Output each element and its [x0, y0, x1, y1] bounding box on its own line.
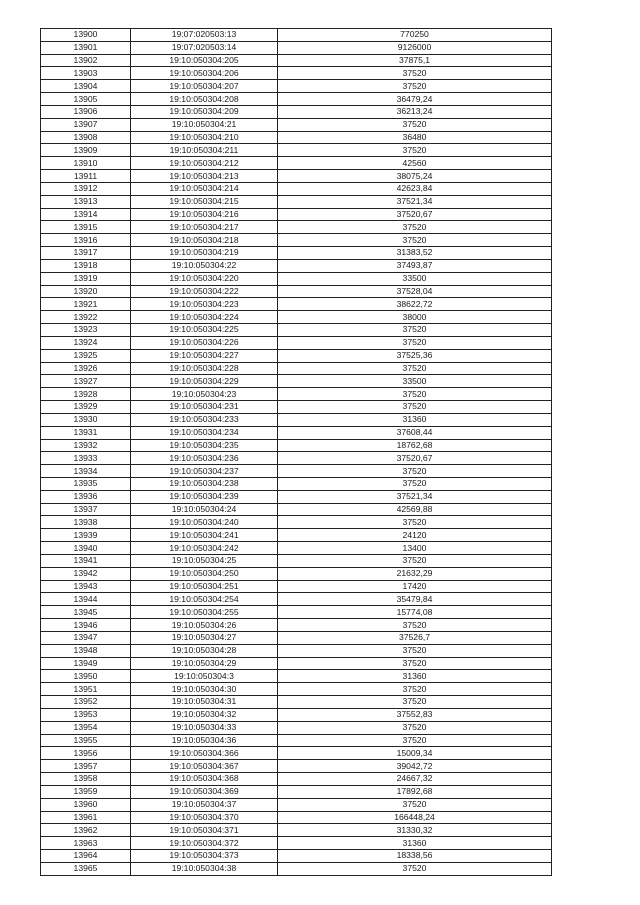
cadastral-number-cell: 19:10:050304:219 [131, 247, 278, 260]
table-row [41, 465, 552, 478]
value-cell: 37521,34 [278, 195, 552, 208]
cadastral-number-cell: 19:10:050304:211 [131, 144, 278, 157]
value-cell: 37520 [278, 516, 552, 529]
value-cell: 33500 [278, 272, 552, 285]
table-row [41, 426, 552, 439]
table-row [41, 80, 552, 93]
row-number-cell: 13903 [41, 67, 131, 80]
cadastral-number-cell: 19:10:050304:240 [131, 516, 278, 529]
row-number-cell: 13929 [41, 401, 131, 414]
row-number-cell: 13934 [41, 465, 131, 478]
cadastral-number-cell: 19:10:050304:254 [131, 593, 278, 606]
value-cell: 37520 [278, 554, 552, 567]
cadastral-number-cell: 19:10:050304:24 [131, 503, 278, 516]
cadastral-number-cell: 19:10:050304:237 [131, 465, 278, 478]
row-number-cell: 13909 [41, 144, 131, 157]
row-number-cell: 13942 [41, 567, 131, 580]
table-row [41, 644, 552, 657]
cadastral-number-cell: 19:10:050304:22 [131, 259, 278, 272]
row-number-cell: 13961 [41, 811, 131, 824]
row-number-cell: 13944 [41, 593, 131, 606]
row-number-cell: 13923 [41, 324, 131, 337]
row-number-cell: 13958 [41, 773, 131, 786]
table-row [41, 247, 552, 260]
cadastral-number-cell: 19:10:050304:367 [131, 760, 278, 773]
row-number-cell: 13960 [41, 798, 131, 811]
value-cell: 36213,24 [278, 105, 552, 118]
table-row [41, 503, 552, 516]
cadastral-number-cell: 19:10:050304:369 [131, 785, 278, 798]
row-number-cell: 13913 [41, 195, 131, 208]
row-number-cell: 13914 [41, 208, 131, 221]
table-row [41, 734, 552, 747]
table-row [41, 850, 552, 863]
table-row [41, 208, 552, 221]
cadastral-number-cell: 19:10:050304:216 [131, 208, 278, 221]
value-cell: 37520 [278, 721, 552, 734]
cadastral-number-cell: 19:10:050304:23 [131, 388, 278, 401]
table-row [41, 413, 552, 426]
cadastral-number-cell: 19:10:050304:238 [131, 477, 278, 490]
cadastral-number-cell: 19:10:050304:224 [131, 311, 278, 324]
row-number-cell: 13943 [41, 580, 131, 593]
row-number-cell: 13906 [41, 105, 131, 118]
cadastral-number-cell: 19:10:050304:236 [131, 452, 278, 465]
cadastral-number-cell: 19:07:020503:13 [131, 29, 278, 42]
value-cell: 18762,68 [278, 439, 552, 452]
table-row [41, 567, 552, 580]
value-cell: 37520 [278, 862, 552, 875]
cadastral-number-cell: 19:10:050304:206 [131, 67, 278, 80]
cadastral-number-cell: 19:10:050304:227 [131, 349, 278, 362]
row-number-cell: 13928 [41, 388, 131, 401]
value-cell: 37520 [278, 696, 552, 709]
value-cell: 37875,1 [278, 54, 552, 67]
cadastral-number-cell: 19:10:050304:366 [131, 747, 278, 760]
table-row [41, 477, 552, 490]
row-number-cell: 13941 [41, 554, 131, 567]
cadastral-number-cell: 19:10:050304:373 [131, 850, 278, 863]
row-number-cell: 13949 [41, 657, 131, 670]
table-row [41, 721, 552, 734]
cadastral-number-cell: 19:10:050304:3 [131, 670, 278, 683]
cadastral-number-cell: 19:10:050304:371 [131, 824, 278, 837]
table-row [41, 67, 552, 80]
value-cell: 36480 [278, 131, 552, 144]
row-number-cell: 13940 [41, 542, 131, 555]
cadastral-number-cell: 19:10:050304:250 [131, 567, 278, 580]
value-cell: 24120 [278, 529, 552, 542]
table-row [41, 29, 552, 42]
value-cell: 37520 [278, 388, 552, 401]
cadastral-number-cell: 19:10:050304:226 [131, 336, 278, 349]
table-row [41, 221, 552, 234]
value-cell: 770250 [278, 29, 552, 42]
value-cell: 42623,84 [278, 182, 552, 195]
cadastral-number-cell: 19:10:050304:209 [131, 105, 278, 118]
value-cell: 38000 [278, 311, 552, 324]
row-number-cell: 13939 [41, 529, 131, 542]
table-row [41, 311, 552, 324]
cadastral-number-cell: 19:10:050304:225 [131, 324, 278, 337]
cadastral-number-cell: 19:10:050304:223 [131, 298, 278, 311]
table-row [41, 170, 552, 183]
table-row [41, 272, 552, 285]
table-row [41, 708, 552, 721]
cadastral-number-cell: 19:10:050304:235 [131, 439, 278, 452]
value-cell: 166448,24 [278, 811, 552, 824]
cadastral-number-cell: 19:10:050304:208 [131, 93, 278, 106]
table-row [41, 580, 552, 593]
cadastral-number-cell: 19:10:050304:213 [131, 170, 278, 183]
row-number-cell: 13935 [41, 477, 131, 490]
value-cell: 37520 [278, 619, 552, 632]
row-number-cell: 13917 [41, 247, 131, 260]
value-cell: 36479,24 [278, 93, 552, 106]
value-cell: 31330,32 [278, 824, 552, 837]
cadastral-number-cell: 19:10:050304:21 [131, 118, 278, 131]
row-number-cell: 13962 [41, 824, 131, 837]
row-number-cell: 13957 [41, 760, 131, 773]
table-row [41, 837, 552, 850]
value-cell: 37520 [278, 221, 552, 234]
value-cell: 37520 [278, 234, 552, 247]
value-cell: 37493,87 [278, 259, 552, 272]
row-number-cell: 13911 [41, 170, 131, 183]
table-row [41, 401, 552, 414]
value-cell: 17420 [278, 580, 552, 593]
cadastral-number-cell: 19:10:050304:210 [131, 131, 278, 144]
value-cell: 37520 [278, 80, 552, 93]
value-cell: 37520 [278, 644, 552, 657]
value-cell: 9126000 [278, 41, 552, 54]
data-table [40, 28, 552, 876]
table-row [41, 529, 552, 542]
value-cell: 38622,72 [278, 298, 552, 311]
cadastral-number-cell: 19:10:050304:239 [131, 490, 278, 503]
row-number-cell: 13965 [41, 862, 131, 875]
table-row [41, 336, 552, 349]
table-row [41, 683, 552, 696]
table-row [41, 593, 552, 606]
value-cell: 37520 [278, 144, 552, 157]
cadastral-number-cell: 19:10:050304:231 [131, 401, 278, 414]
cadastral-number-cell: 19:10:050304:29 [131, 657, 278, 670]
table-row [41, 811, 552, 824]
row-number-cell: 13905 [41, 93, 131, 106]
row-number-cell: 13947 [41, 631, 131, 644]
row-number-cell: 13954 [41, 721, 131, 734]
table-row [41, 824, 552, 837]
row-number-cell: 13946 [41, 619, 131, 632]
value-cell: 39042,72 [278, 760, 552, 773]
value-cell: 17892,68 [278, 785, 552, 798]
cadastral-number-cell: 19:10:050304:251 [131, 580, 278, 593]
table-row [41, 118, 552, 131]
table-row [41, 298, 552, 311]
value-cell: 38075,24 [278, 170, 552, 183]
value-cell: 37520 [278, 67, 552, 80]
cadastral-number-cell: 19:10:050304:37 [131, 798, 278, 811]
table-row [41, 105, 552, 118]
value-cell: 37520 [278, 401, 552, 414]
row-number-cell: 13964 [41, 850, 131, 863]
value-cell: 37520 [278, 798, 552, 811]
value-cell: 31383,52 [278, 247, 552, 260]
cadastral-number-cell: 19:10:050304:368 [131, 773, 278, 786]
value-cell: 37520 [278, 657, 552, 670]
table-row [41, 862, 552, 875]
value-cell: 15009,34 [278, 747, 552, 760]
cadastral-number-cell: 19:10:050304:205 [131, 54, 278, 67]
row-number-cell: 13951 [41, 683, 131, 696]
row-number-cell: 13921 [41, 298, 131, 311]
table-row [41, 41, 552, 54]
cadastral-number-cell: 19:10:050304:38 [131, 862, 278, 875]
value-cell: 37520 [278, 734, 552, 747]
cadastral-number-cell: 19:10:050304:372 [131, 837, 278, 850]
value-cell: 31360 [278, 413, 552, 426]
row-number-cell: 13938 [41, 516, 131, 529]
value-cell: 37608,44 [278, 426, 552, 439]
row-number-cell: 13955 [41, 734, 131, 747]
table-row [41, 362, 552, 375]
table-row [41, 324, 552, 337]
cadastral-number-cell: 19:10:050304:220 [131, 272, 278, 285]
row-number-cell: 13920 [41, 285, 131, 298]
table-row [41, 285, 552, 298]
row-number-cell: 13963 [41, 837, 131, 850]
table-row [41, 696, 552, 709]
value-cell: 37520,67 [278, 452, 552, 465]
row-number-cell: 13933 [41, 452, 131, 465]
cadastral-number-cell: 19:10:050304:229 [131, 375, 278, 388]
table-body [41, 29, 552, 876]
row-number-cell: 13932 [41, 439, 131, 452]
cadastral-number-cell: 19:10:050304:242 [131, 542, 278, 555]
row-number-cell: 13904 [41, 80, 131, 93]
table-row [41, 452, 552, 465]
row-number-cell: 13950 [41, 670, 131, 683]
table-row [41, 773, 552, 786]
cadastral-number-cell: 19:10:050304:30 [131, 683, 278, 696]
row-number-cell: 13937 [41, 503, 131, 516]
row-number-cell: 13907 [41, 118, 131, 131]
table-row [41, 349, 552, 362]
table-row [41, 157, 552, 170]
row-number-cell: 13952 [41, 696, 131, 709]
row-number-cell: 13912 [41, 182, 131, 195]
value-cell: 24667,32 [278, 773, 552, 786]
value-cell: 31360 [278, 670, 552, 683]
cadastral-number-cell: 19:10:050304:36 [131, 734, 278, 747]
table-row [41, 785, 552, 798]
row-number-cell: 13901 [41, 41, 131, 54]
row-number-cell: 13919 [41, 272, 131, 285]
cadastral-number-cell: 19:10:050304:207 [131, 80, 278, 93]
table-row [41, 670, 552, 683]
row-number-cell: 13910 [41, 157, 131, 170]
value-cell: 31360 [278, 837, 552, 850]
row-number-cell: 13945 [41, 606, 131, 619]
table-row [41, 798, 552, 811]
row-number-cell: 13926 [41, 362, 131, 375]
table-row [41, 657, 552, 670]
value-cell: 42569,88 [278, 503, 552, 516]
value-cell: 37520 [278, 336, 552, 349]
row-number-cell: 13900 [41, 29, 131, 42]
table-row [41, 131, 552, 144]
value-cell: 37520 [278, 477, 552, 490]
row-number-cell: 13953 [41, 708, 131, 721]
value-cell: 37520 [278, 362, 552, 375]
row-number-cell: 13915 [41, 221, 131, 234]
row-number-cell: 13936 [41, 490, 131, 503]
table-row [41, 144, 552, 157]
cadastral-number-cell: 19:10:050304:26 [131, 619, 278, 632]
row-number-cell: 13918 [41, 259, 131, 272]
cadastral-number-cell: 19:10:050304:214 [131, 182, 278, 195]
table-row [41, 619, 552, 632]
value-cell: 37520 [278, 324, 552, 337]
value-cell: 37528,04 [278, 285, 552, 298]
table-row [41, 93, 552, 106]
cadastral-number-cell: 19:10:050304:370 [131, 811, 278, 824]
table-row [41, 747, 552, 760]
table-row [41, 760, 552, 773]
table-row [41, 234, 552, 247]
cadastral-number-cell: 19:10:050304:228 [131, 362, 278, 375]
value-cell: 21632,29 [278, 567, 552, 580]
row-number-cell: 13916 [41, 234, 131, 247]
table-row [41, 195, 552, 208]
row-number-cell: 13948 [41, 644, 131, 657]
row-number-cell: 13902 [41, 54, 131, 67]
value-cell: 15774,08 [278, 606, 552, 619]
row-number-cell: 13908 [41, 131, 131, 144]
value-cell: 37521,34 [278, 490, 552, 503]
value-cell: 37520 [278, 118, 552, 131]
cadastral-number-cell: 19:10:050304:241 [131, 529, 278, 542]
table-row [41, 388, 552, 401]
cadastral-number-cell: 19:10:050304:222 [131, 285, 278, 298]
value-cell: 35479,84 [278, 593, 552, 606]
table-row [41, 182, 552, 195]
table-row [41, 54, 552, 67]
value-cell: 37520 [278, 683, 552, 696]
value-cell: 13400 [278, 542, 552, 555]
value-cell: 18338,56 [278, 850, 552, 863]
cadastral-number-cell: 19:10:050304:32 [131, 708, 278, 721]
value-cell: 37520 [278, 465, 552, 478]
cadastral-number-cell: 19:10:050304:218 [131, 234, 278, 247]
cadastral-number-cell: 19:10:050304:233 [131, 413, 278, 426]
table-row [41, 516, 552, 529]
cadastral-number-cell: 19:10:050304:215 [131, 195, 278, 208]
value-cell: 37525,36 [278, 349, 552, 362]
value-cell: 33500 [278, 375, 552, 388]
row-number-cell: 13959 [41, 785, 131, 798]
row-number-cell: 13922 [41, 311, 131, 324]
cadastral-number-cell: 19:10:050304:27 [131, 631, 278, 644]
table-row [41, 542, 552, 555]
table-row [41, 439, 552, 452]
row-number-cell: 13924 [41, 336, 131, 349]
value-cell: 37526,7 [278, 631, 552, 644]
table-row [41, 554, 552, 567]
cadastral-number-cell: 19:10:050304:28 [131, 644, 278, 657]
row-number-cell: 13930 [41, 413, 131, 426]
cadastral-number-cell: 19:10:050304:212 [131, 157, 278, 170]
row-number-cell: 13927 [41, 375, 131, 388]
cadastral-number-cell: 19:10:050304:217 [131, 221, 278, 234]
cadastral-number-cell: 19:10:050304:255 [131, 606, 278, 619]
cadastral-number-cell: 19:07:020503:14 [131, 41, 278, 54]
table-row [41, 375, 552, 388]
row-number-cell: 13956 [41, 747, 131, 760]
value-cell: 42560 [278, 157, 552, 170]
cadastral-number-cell: 19:10:050304:31 [131, 696, 278, 709]
table-row [41, 606, 552, 619]
table-row [41, 259, 552, 272]
value-cell: 37520,67 [278, 208, 552, 221]
cadastral-number-cell: 19:10:050304:33 [131, 721, 278, 734]
row-number-cell: 13925 [41, 349, 131, 362]
row-number-cell: 13931 [41, 426, 131, 439]
cadastral-number-cell: 19:10:050304:25 [131, 554, 278, 567]
value-cell: 37552,83 [278, 708, 552, 721]
table-row [41, 490, 552, 503]
table-row [41, 631, 552, 644]
cadastral-number-cell: 19:10:050304:234 [131, 426, 278, 439]
